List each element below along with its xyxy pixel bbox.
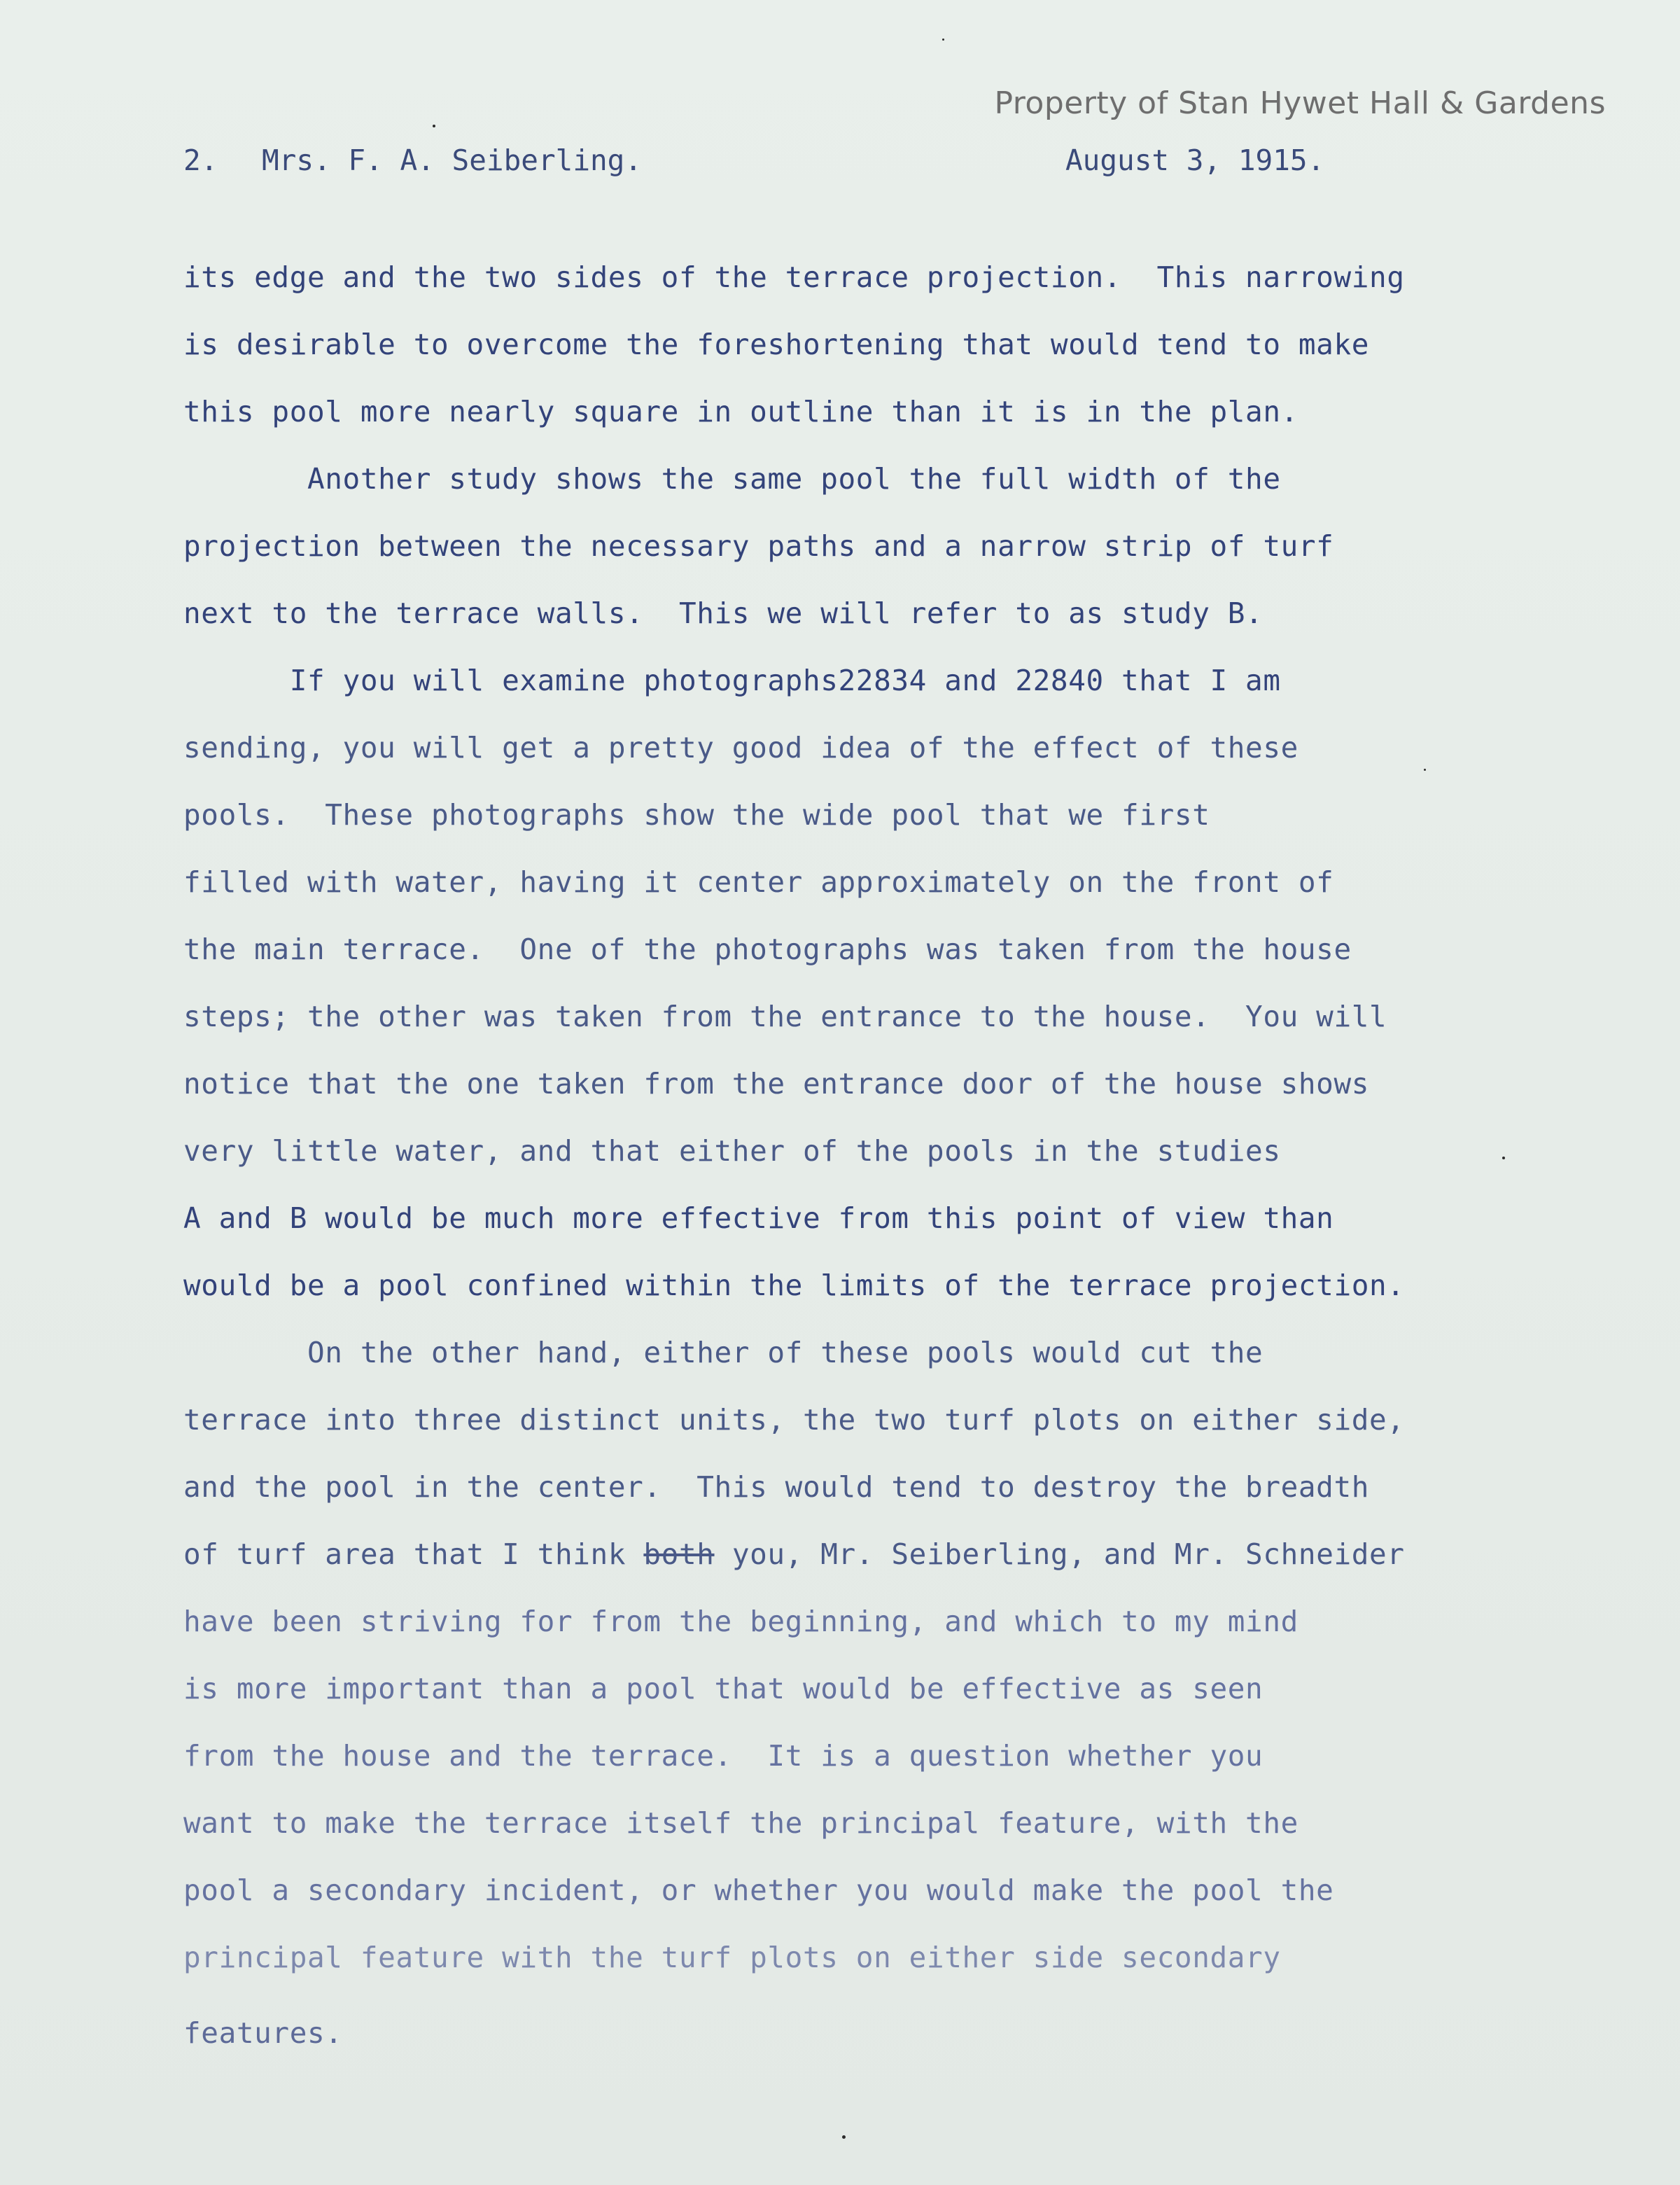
body-line: sending, you will get a pretty good idea of the effect of these	[183, 731, 1298, 765]
paper-speck	[942, 39, 944, 41]
body-line: filled with water, having it center approximately on the front of	[183, 865, 1334, 899]
recipient-name: Mrs. F. A. Seiberling.	[262, 144, 643, 177]
body-line: and the pool in the center. This would tend to destroy the breadth	[183, 1470, 1370, 1504]
body-text-segment: of turf area that I think	[183, 1537, 644, 1571]
body-line: the main terrace. One of the photographs was taken from the house	[183, 933, 1352, 966]
body-text-segment: you, Mr. Seiberling, and Mr. Schneider	[714, 1537, 1405, 1571]
body-line: from the house and the terrace. It is a question whether you	[183, 1739, 1264, 1773]
struck-word: both	[643, 1537, 715, 1571]
letter-header	[183, 144, 1387, 186]
body-line: terrace into three distinct units, the two turf plots on either side,	[183, 1403, 1405, 1437]
body-line: next to the terrace walls. This we will refer to as study B.	[183, 596, 1264, 630]
body-line: A and B would be much more effective from this point of view than	[183, 1201, 1334, 1235]
body-line: very little water, and that either of the pools in the studies	[183, 1134, 1281, 1168]
body-line-with-strikethrough	[183, 1521, 1590, 1588]
body-line: notice that the one taken from the entrance door of the house shows	[183, 1067, 1370, 1101]
letter-date: August 3, 1915.	[1065, 144, 1325, 177]
paper-speck	[1502, 1157, 1505, 1159]
page-number: 2.	[183, 144, 218, 177]
body-line: would be a pool confined within the limits of the terrace projection.	[183, 1269, 1405, 1302]
body-line: this pool more nearly square in outline than it is in the plan.	[183, 395, 1298, 428]
body-line: pool a secondary incident, or whether you would make the pool the	[183, 1873, 1334, 1907]
body-line: projection between the necessary paths and a narrow strip of turf	[183, 529, 1334, 563]
letter-body	[183, 244, 1590, 2067]
body-line: have been striving for from the beginning, and which to my mind	[183, 1605, 1298, 1638]
paper-speck	[842, 2135, 846, 2139]
paper-speck	[1424, 769, 1426, 771]
body-line: is desirable to overcome the foreshortening that would tend to make	[183, 328, 1370, 361]
body-line: On the other hand, either of these pools would cut the	[183, 1336, 1264, 1369]
body-line: If you will examine photographs22834 and 22840 that I am	[183, 664, 1281, 697]
body-line: steps; the other was taken from the entrance to the house. You will	[183, 1000, 1387, 1033]
body-line: principal feature with the turf plots on either side secondary	[183, 1941, 1281, 1974]
body-line: is more important than a pool that would be effective as seen	[183, 1672, 1264, 1705]
body-line-closing: features.	[183, 2016, 343, 2050]
body-line: want to make the terrace itself the principal feature, with the	[183, 1806, 1298, 1840]
paper-speck	[433, 125, 435, 127]
body-line: its edge and the two sides of the terrace projection. This narrowing	[183, 260, 1405, 294]
body-line: Another study shows the same pool the full width of the	[183, 462, 1281, 496]
archive-watermark: Property of Stan Hywet Hall & Gardens	[994, 85, 1606, 121]
body-line: pools. These photographs show the wide pool that we first	[183, 798, 1210, 832]
